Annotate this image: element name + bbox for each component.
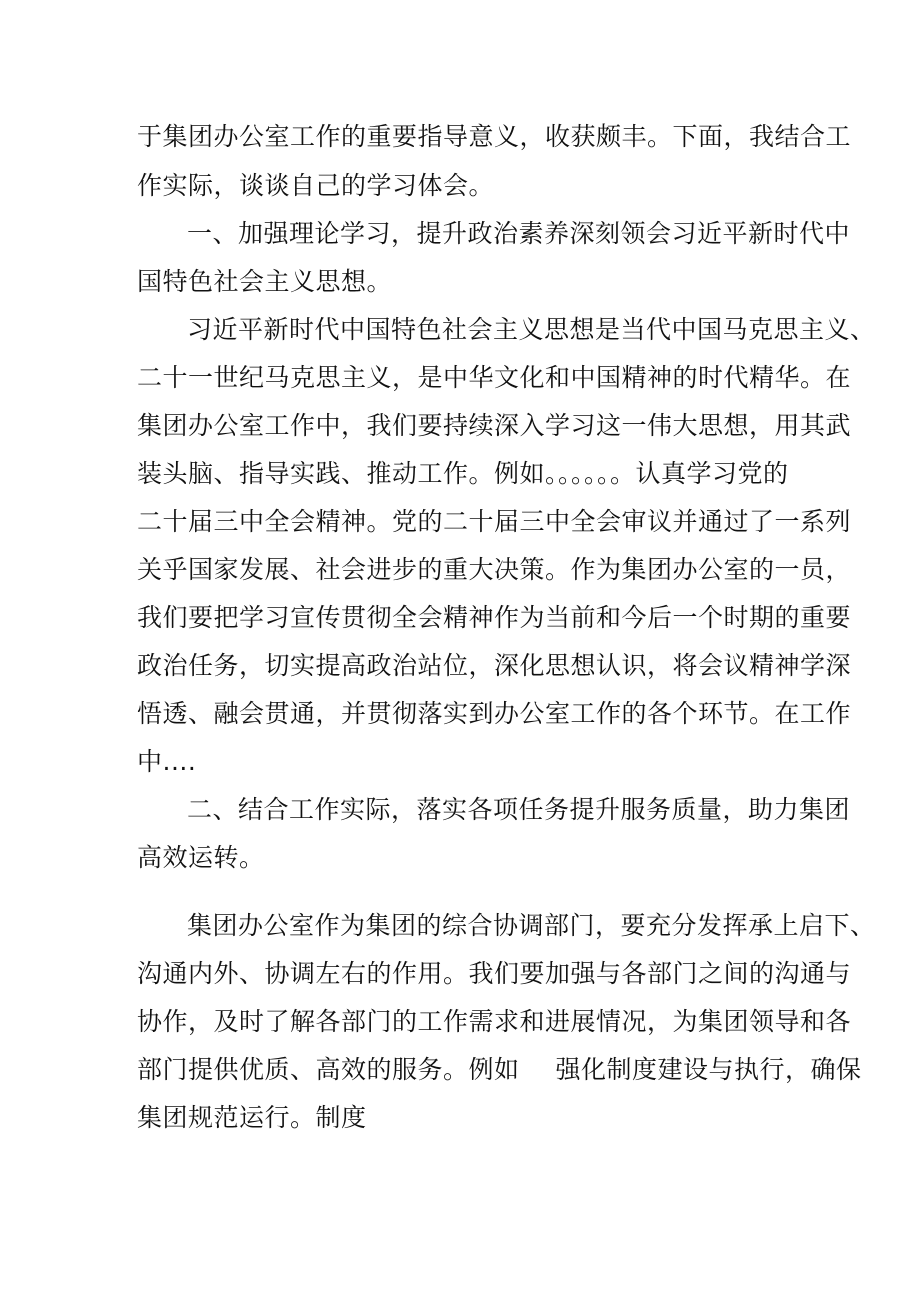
text-line-18: 沟通内外、协调左右的作用。我们要加强与各部门之间的沟通与 [137, 959, 852, 988]
text-line-14: 中.... [137, 747, 197, 776]
text-line-20 [137, 1055, 862, 1085]
text-line-10: 关乎国家发展、社会进步的重大决策。作为集团办公室的一员， [137, 555, 852, 584]
section-heading-1-line-1: 一、加强理论学习，提升政治素养深刻领会习近平新时代中 [187, 219, 851, 248]
text-line-5: 习近平新时代中国特色社会主义思想是当代中国马克思主义、 [187, 315, 876, 344]
text-line-20-part-b: 强化制度建设与执行，确保 [555, 1055, 862, 1084]
text-line-2: 作实际，谈谈自己的学习体会。 [137, 171, 495, 200]
text-line-7: 集团办公室工作中，我们要持续深入学习这一伟大思想，用其武 [137, 411, 852, 440]
text-line-1: 于集团办公室工作的重要指导意义，收获颇丰。下面，我结合工 [137, 122, 852, 151]
text-line-13: 悟透、融会贯通，并贯彻落实到办公室工作的各个环节。在工作 [137, 699, 852, 728]
text-line-6: 二十一世纪马克思主义，是中华文化和中国精神的时代精华。在 [137, 363, 852, 392]
text-line-20-part-a: 部门提供优质、高效的服务。例如 [137, 1055, 520, 1084]
text-line-9: 二十届三中全会精神。党的二十届三中全会审议并通过了一系列 [137, 507, 852, 536]
text-line-11: 我们要把学习宣传贯彻全会精神作为当前和今后一个时期的重要 [137, 603, 852, 632]
section-heading-2-line-2: 高效运转。 [137, 843, 265, 872]
text-line-17: 集团办公室作为集团的综合协调部门，要充分发挥承上启下、 [187, 911, 876, 940]
section-heading-1-line-2: 国特色社会主义思想。 [137, 267, 393, 296]
text-line-21: 集团规范运行。制度 [137, 1103, 367, 1132]
text-line-19: 协作，及时了解各部门的工作需求和进展情况，为集团领导和各 [137, 1007, 852, 1036]
section-heading-2-line-1: 二、结合工作实际，落实各项任务提升服务质量，助力集团 [187, 795, 851, 824]
text-line-12: 政治任务，切实提高政治站位，深化思想认识，将会议精神学深 [137, 651, 852, 680]
text-line-8: 装头脑、指导实践、推动工作。例如。。。。。。认真学习党的 [137, 459, 789, 488]
